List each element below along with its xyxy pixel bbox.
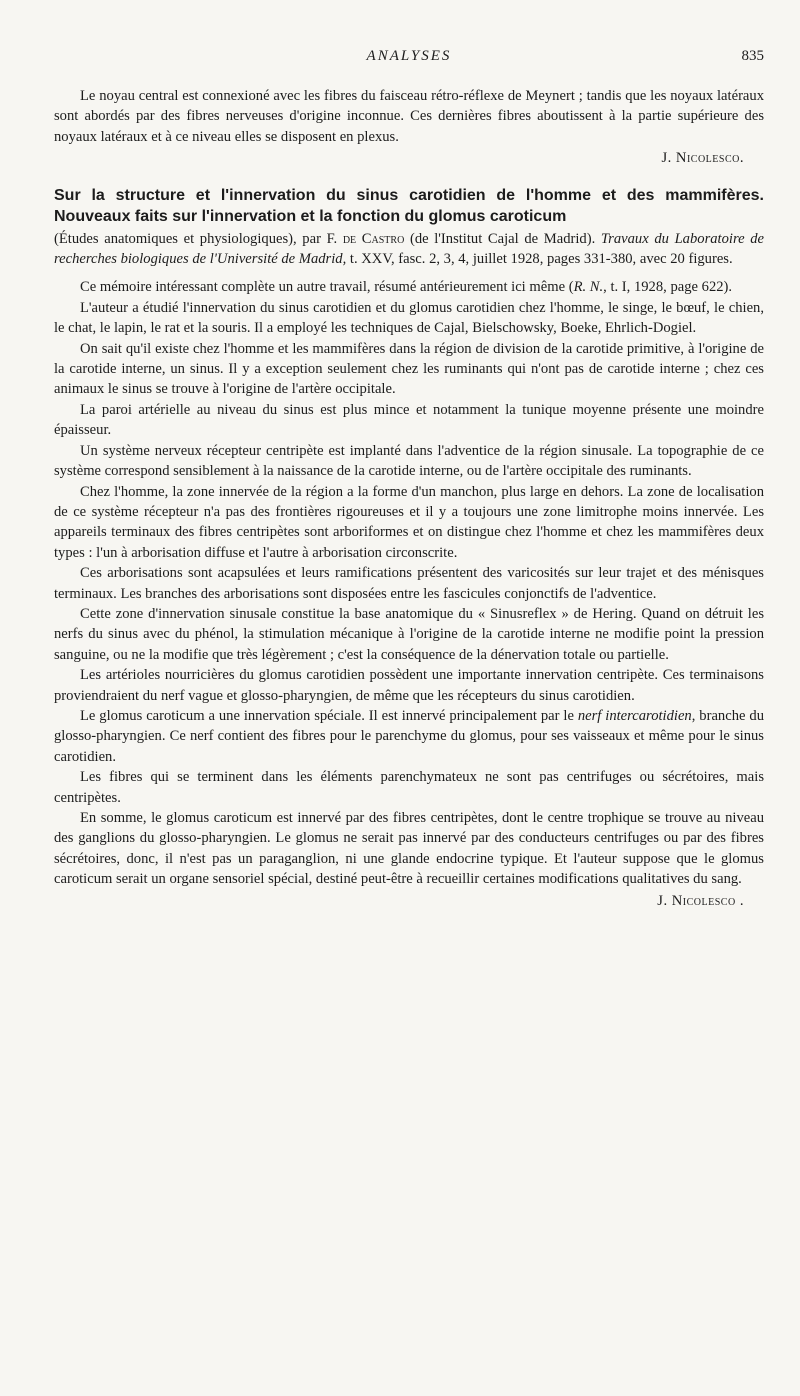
- bibliographic-reference: [54, 229, 764, 270]
- page-number: 835: [741, 48, 764, 64]
- ref-journal: Travaux du Laboratoire de recherches biologiques de l'Université de Madrid,: [54, 230, 764, 268]
- ref-author: F. de Castro: [326, 230, 405, 247]
- paragraph-11: Les fibres qui se terminent dans les éléments parenchymateux ne sont pas centrifuges ou sécrétoires, mais centripètes.: [54, 769, 764, 806]
- paragraph-5: Un système nerveux récepteur centripète est implanté dans l'adventice de la région sinusale. La topographie de ce système correspond sensiblement à la naissance de la carotide interne, ou de l'artère occipitale des ruminants.: [54, 442, 764, 480]
- paragraph-1: Ce mémoire intéressant complète un autre travail, résumé antérieurement ici même (R. N., t. I, 1928, page 622).: [80, 279, 733, 296]
- ref-affiliation: (de l'Institut Cajal de Madrid).: [409, 230, 596, 247]
- paragraph-12: En somme, le glomus caroticum est innervé par des fibres centripètes, dont le centre trophique se trouve au niveau des ganglions du glosso-pharyngien. Le glomus ne serait pas innervé par des conducteurs centrifuges ou par des fibres sécrétoires, donc, il n'est pas un paraganglion, ni une glande endocrine typique. Et l'auteur suppose que le glomus caroticum serait un organe sensoriel spécial, destiné peut-être à recueillir certaines modifications qualitatives du sang.: [54, 810, 764, 888]
- paragraph-9: Les artérioles nourricières du glomus carotidien possèdent une importante innervation centripète. Ces terminaisons proviendraient du nerf vague et glosso-pharyngien, de même que les récepteurs du sinus carotidien.: [54, 667, 764, 704]
- ref-prefix: (Études anatomiques et physiologiques), par: [54, 230, 321, 247]
- journal-abbrev: R. N.: [573, 279, 604, 296]
- paragraph-2: L'auteur a étudié l'innervation du sinus carotidien et du glomus carotidien chez l'homme, le singe, le bœuf, le chien, le chat, le lapin, le rat et la souris. Il a employé les techniques de Cajal, Bielschowsky, Boeke, Ehrlich-Dogiel.: [54, 299, 764, 337]
- paragraph-10: Le glomus caroticum a une innervation spéciale. Il est innervé principalement par le nerf intercarotidien, branche du glosso-pharyngien. Ce nerf contient des fibres pour le parenchyme du glomus, pour ses vaisseaux et même pour le sinus carotidien.: [54, 707, 764, 765]
- paragraph-6: Chez l'homme, la zone innervée de la région a la forme d'un manchon, plus large en dehors. La zone de localisation de ce système récepteur n'a pas des frontières rigoureuses et il y a toujours une zone limitrophe moins innervée. Les appareils terminaux des fibres centripètes sont arboriformes et on distingue chez l'homme et chez les mammifères deux types : l'un à arborisation diffuse et l'autre à arborisation circonscrite.: [54, 483, 764, 561]
- running-head: [54, 48, 764, 70]
- paragraph-4: La paroi artérielle au niveau du sinus est plus mince et notamment la tunique moyenne présente une moindre épaisseur.: [54, 401, 764, 439]
- paragraph-7: Ces arborisations sont acapsulées et leurs ramifications présentent des varicosités sur leur trajet et des ménisques terminaux. Les branches des arborisations sont disposées entre les fascicules conjonctifs de l'adventice.: [54, 565, 764, 602]
- prev-article-paragraph: Le noyau central est connexioné avec les fibres du faisceau rétro-réflexe de Meynert ; tandis que les noyaux latéraux sont abordés par des fibres nerveuses d'origine inconnue. Ces dernières fibres aboutissent à la partie supérieure des noyaux latéraux et à ce niveau elles se disposent en plexus.: [54, 88, 764, 145]
- ref-details: t. XXV, fasc. 2, 3, 4, juillet 1928, pages 331-380, avec 20 figures.: [349, 251, 733, 268]
- article-heading: Sur la structure et l'innervation du sinus carotidien de l'homme et des mammifères. Nouveaux faits sur l'innervation et la fonction du glomus caroticum: [54, 186, 764, 225]
- article-signature: J. Nicolesco .: [657, 892, 744, 909]
- nerve-name: nerf intercarotidien: [577, 707, 692, 724]
- running-title: ANALYSES: [366, 48, 452, 64]
- prev-article-signature: J. Nicolesco.: [661, 150, 744, 167]
- paragraph-8: Cette zone d'innervation sinusale constitue la base anatomique du « Sinusreflex » de Hering. Quand on détruit les nerfs du sinus avec du phénol, la stimulation mécanique à l'origine de la carotide interne ne modifie point la pression sanguine, ou ne la modifie que très légèrement ; c'est la conséquence de la dénervation totale ou partielle.: [54, 605, 764, 663]
- paragraph-3: On sait qu'il existe chez l'homme et les mammifères dans la région de division de la carotide primitive, à l'origine de la carotide interne, un sinus. Il y a exception seulement chez les ruminants qui n'ont pas de carotide interne ; chez ces animaux le sinus se trouve à l'origine de l'artère occipitale.: [54, 340, 764, 398]
